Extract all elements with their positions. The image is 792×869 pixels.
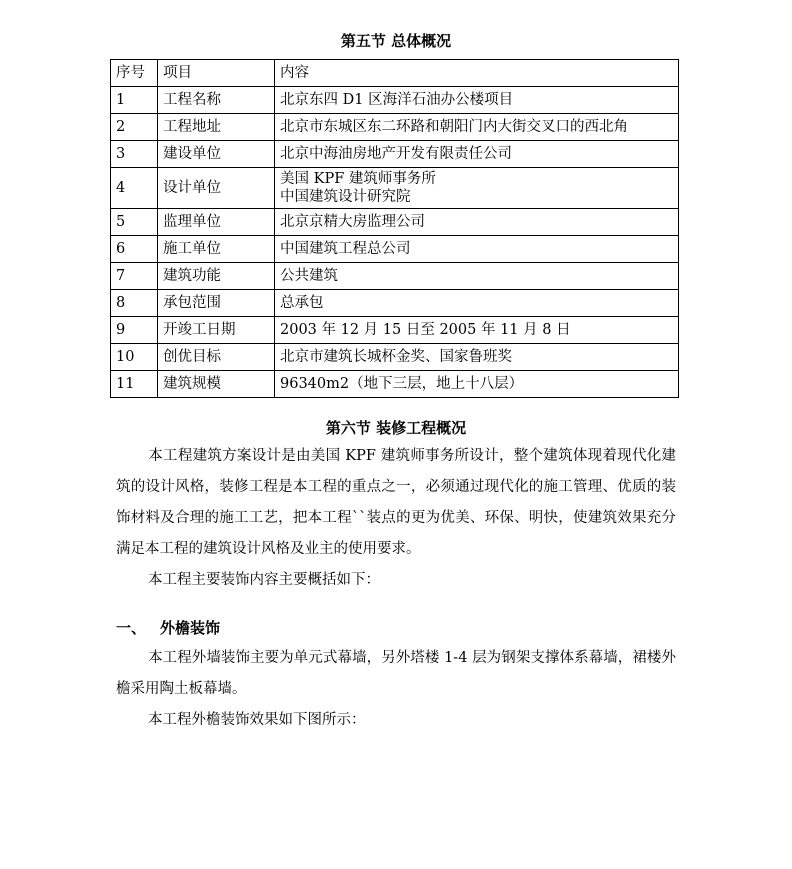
header-cell-content: 内容: [275, 60, 679, 87]
row-number-cell: 7: [111, 263, 158, 290]
row-content-line: 北京中海油房地产开发有限责任公司: [280, 146, 512, 162]
row-content-cell: [275, 141, 679, 168]
row-content-line: 中国建筑设计研究院: [280, 189, 411, 205]
table-row: [111, 317, 679, 344]
row-item-cell: 设计单位: [158, 168, 275, 209]
row-number-cell: 5: [111, 209, 158, 236]
heading-exterior-decoration: [116, 617, 220, 639]
header-cell-item: 项目: [158, 60, 275, 87]
row-item-cell: 承包范围: [158, 290, 275, 317]
table-row: [111, 168, 679, 209]
row-item-cell: 建设单位: [158, 141, 275, 168]
row-number-cell: 11: [111, 371, 158, 398]
table-row: [111, 371, 679, 398]
row-content-line: 公共建筑: [280, 268, 338, 284]
table-row: [111, 236, 679, 263]
row-content-line: 北京京精大房监理公司: [280, 214, 425, 230]
row-content-line: 96340m2（地下三层，地上十八层）: [280, 376, 524, 392]
effect-paragraph: [116, 705, 676, 736]
row-content-line: 美国 KPF 建筑师事务所: [280, 171, 436, 187]
row-content-line: 总承包: [280, 295, 324, 311]
section6-title: 第六节 装修工程概况: [325, 419, 467, 437]
exterior-paragraph: [116, 643, 676, 705]
row-item-cell: 监理单位: [158, 209, 275, 236]
row-item-cell: 施工单位: [158, 236, 275, 263]
row-number-cell: 3: [111, 141, 158, 168]
row-content-cell: [275, 290, 679, 317]
row-content-cell: [275, 263, 679, 290]
row-number-cell: 4: [111, 168, 158, 209]
table-row: [111, 87, 679, 114]
row-content-line: 北京市东城区东二环路和朝阳门内大街交叉口的西北角: [280, 119, 628, 135]
row-content-cell: [275, 209, 679, 236]
row-item-cell: 建筑规模: [158, 371, 275, 398]
row-number-cell: 6: [111, 236, 158, 263]
exterior-paragraph-text: 本工程外墙装饰主要为单元式幕墙，另外塔楼 1-4 层为钢架支撑体系幕墙，裙楼外檐采用陶土板幕墙。: [116, 650, 676, 697]
table-row: [111, 290, 679, 317]
table-row: [111, 141, 679, 168]
table-header-row: [111, 60, 679, 87]
row-item-cell: 工程地址: [158, 114, 275, 141]
row-content-cell: [275, 114, 679, 141]
row-content-cell: [275, 344, 679, 371]
effect-paragraph-text: 本工程外檐装饰效果如下图所示：: [148, 712, 366, 728]
row-number-cell: 1: [111, 87, 158, 114]
row-content-line: 2003 年 12 月 15 日至 2005 年 11 月 8 日: [280, 322, 571, 338]
row-content-cell: [275, 236, 679, 263]
table-row: [111, 209, 679, 236]
row-content-line: 北京市建筑长城杯金奖、国家鲁班奖: [280, 349, 512, 365]
overview-table: [110, 59, 679, 398]
row-item-cell: 开竣工日期: [158, 317, 275, 344]
row-number-cell: 10: [111, 344, 158, 371]
header-cell-no: 序号: [111, 60, 158, 87]
row-content-cell: [275, 87, 679, 114]
table-row: [111, 263, 679, 290]
intro-paragraph-text: 本工程建筑方案设计是由美国 KPF 建筑师事务所设计，整个建筑体现着现代化建筑的设计风格，装修工程是本工程的重点之一，必须通过现代化的施工管理、优质的装饰材料及合理的施工工艺，把本工程``装点的更为优美、环保、明快，使建筑效果充分满足本工程的建筑设计风格及业主的使用要求。: [116, 448, 676, 557]
section5-title: 第五节 总体概况: [340, 32, 452, 50]
row-content-cell: [275, 371, 679, 398]
row-content-line: 北京东四 D1 区海洋石油办公楼项目: [280, 92, 514, 108]
row-content-line: 中国建筑工程总公司: [280, 241, 411, 257]
summary-paragraph-text: 本工程主要装饰内容主要概括如下：: [148, 572, 380, 588]
row-content-cell: [275, 317, 679, 344]
heading-number: 一、: [116, 619, 147, 637]
row-item-cell: 建筑功能: [158, 263, 275, 290]
row-number-cell: 9: [111, 317, 158, 344]
heading-text: 外檐装饰: [160, 619, 221, 637]
table-row: [111, 344, 679, 371]
row-item-cell: 创优目标: [158, 344, 275, 371]
summary-paragraph: [116, 565, 676, 596]
row-number-cell: 8: [111, 290, 158, 317]
table-row: [111, 114, 679, 141]
row-content-cell: [275, 168, 679, 209]
intro-paragraph: [116, 441, 676, 565]
row-item-cell: 工程名称: [158, 87, 275, 114]
row-number-cell: 2: [111, 114, 158, 141]
